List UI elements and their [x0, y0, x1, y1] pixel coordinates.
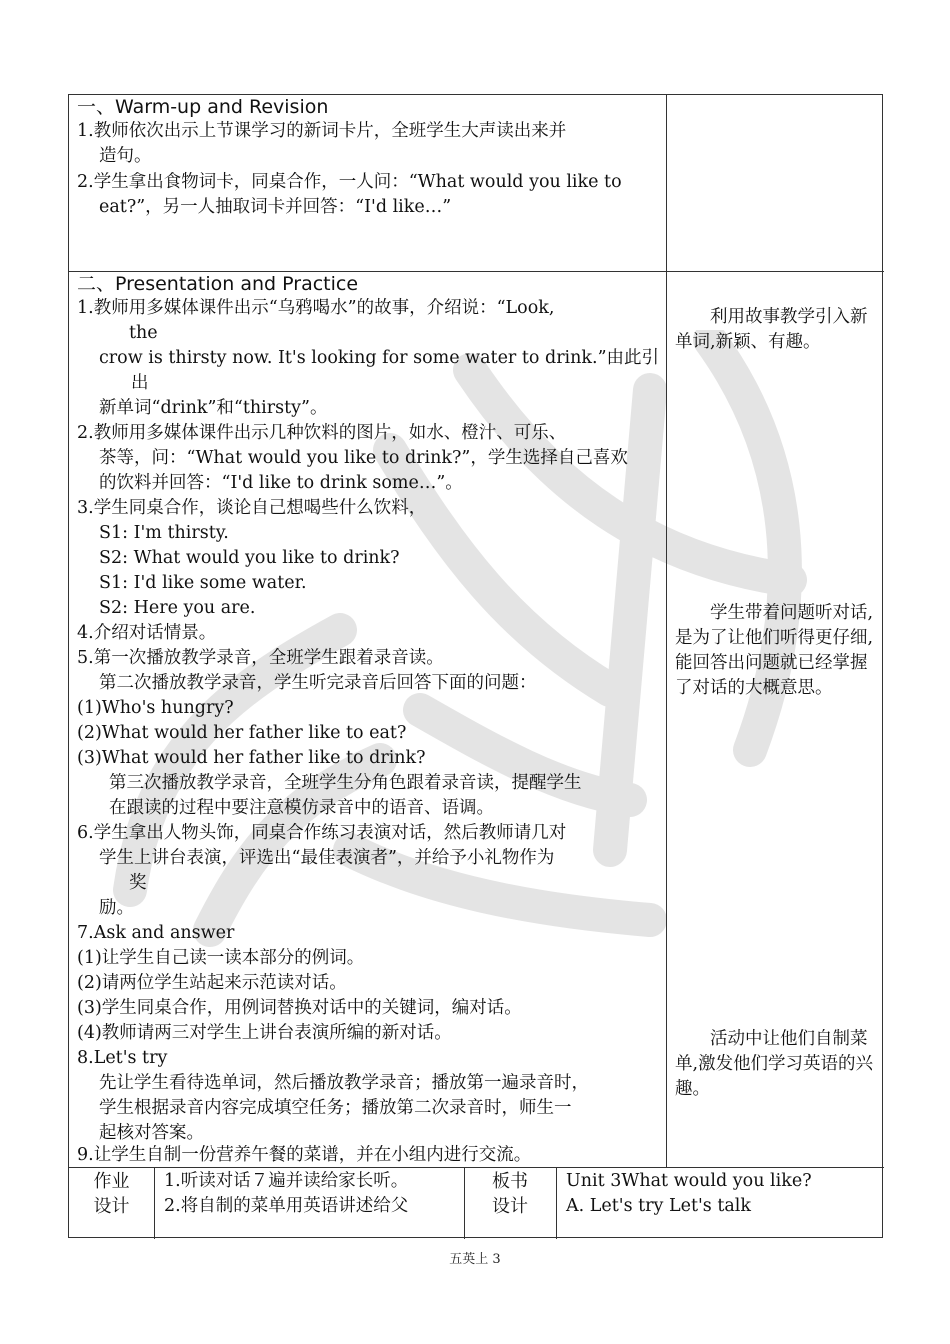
board-design-text: A. Let's try Let's talk — [566, 1196, 752, 1216]
presentation-line: (1)Who's hungry? — [77, 698, 234, 718]
presentation-line: 第二次播放教学录音，学生听完录音后回答下面的问题： — [99, 673, 537, 693]
presentation-line: 1.教师用多媒体课件出示“乌鸦喝水”的故事，介绍说：“Look, — [77, 298, 555, 318]
presentation-line: 9.让学生自制一份营养午餐的菜谱，并在小组内进行交流。 — [77, 1145, 532, 1165]
homework-item: 2.将自制的菜单用英语讲述给父 — [164, 1196, 409, 1216]
presentation-line: 的饮料并回答：“I'd like to drink some…”。 — [99, 473, 463, 493]
presentation-line: 在跟读的过程中要注意模仿录音中的语音、语调。 — [109, 798, 494, 818]
presentation-line: (3)学生同桌合作，用例词替换对话中的关键词，编对话。 — [77, 998, 522, 1018]
presentation-line: crow is thirsty now. It's looking for some water to drink.”由此引 — [99, 348, 660, 368]
lesson-plan-table — [68, 94, 883, 1238]
presentation-line: 新单词“drink”和“thirsty”。 — [99, 398, 328, 418]
board-design-text: Unit 3What would you like? — [566, 1171, 812, 1191]
presentation-line: 茶等，问：“What would you like to drink?”，学生选择自己喜欢 — [99, 448, 628, 468]
presentation-heading: 二、Presentation and Practice — [77, 273, 359, 295]
presentation-line: (1)让学生自己读一读本部分的例词。 — [77, 948, 365, 968]
page-footer: 五英上 3 — [449, 1252, 501, 1267]
teaching-note: 利用故事教学引入新单词,新颖、有趣。 — [675, 307, 868, 352]
homework-label: 设计 — [93, 1196, 130, 1217]
presentation-line: 6.学生拿出人物头饰，同桌合作练习表演对话，然后教师请几对 — [77, 823, 567, 843]
warmup-heading: 一、Warm-up and Revision — [77, 96, 329, 118]
presentation-line: 第三次播放教学录音，全班学生分角色跟着录音读，提醒学生 — [109, 773, 582, 793]
presentation-line: 4.介绍对话情景。 — [77, 623, 217, 643]
presentation-line: S1: I'd like some water. — [99, 573, 307, 593]
warmup-line: 2.学生拿出食物词卡，同桌合作，一人问：“What would you like to — [77, 172, 622, 192]
presentation-line: 3.学生同桌合作，谈论自己想喝些什么饮料， — [77, 498, 427, 518]
board-design-label: 设计 — [492, 1196, 528, 1217]
presentation-line: 先让学生看待选单词，然后播放教学录音；播放第一遍录音时， — [99, 1073, 589, 1093]
presentation-line: 起核对答案。 — [99, 1123, 204, 1143]
presentation-line: (2)What would her father like to eat? — [77, 723, 407, 743]
board-design-label: 板书 — [492, 1171, 528, 1192]
presentation-line: (3)What would her father like to drink? — [77, 748, 426, 768]
warmup-line: eat?”，另一人抽取词卡并回答：“I'd like…” — [99, 197, 452, 217]
presentation-line: S1: I'm thirsty. — [99, 523, 229, 543]
teaching-note: 活动中让他们自制菜单,激发他们学习英语的兴趣。 — [675, 1029, 874, 1099]
presentation-line: 出 — [131, 373, 149, 393]
presentation-line: 2.教师用多媒体课件出示几种饮料的图片，如水、橙汁、可乐、 — [77, 423, 567, 443]
presentation-line: 学生根据录音内容完成填空任务；播放第二次录音时，师生一 — [99, 1098, 572, 1118]
homework-item: 1.听读对话７遍并读给家长听。 — [164, 1171, 409, 1191]
presentation-line: 学生上讲台表演，评选出“最佳表演者”，并给予小礼物作为 — [99, 848, 555, 868]
warmup-line: 造句。 — [99, 146, 152, 166]
presentation-line: 5.第一次播放教学录音，全班学生跟着录音读。 — [77, 648, 444, 668]
presentation-line: S2: What would you like to drink? — [99, 548, 400, 568]
presentation-line: (4)教师请两三对学生上讲台表演所编的新对话。 — [77, 1023, 452, 1043]
presentation-line: 8.Let's try — [77, 1048, 168, 1068]
warmup-line: 1.教师依次出示上节课学习的新词卡片，全班学生大声读出来并 — [77, 121, 567, 141]
presentation-line: (2)请两位学生站起来示范读对话。 — [77, 973, 347, 993]
presentation-line: 7.Ask and answer — [77, 923, 235, 943]
presentation-line: 励。 — [99, 898, 134, 918]
presentation-line: 奖 — [129, 873, 147, 893]
homework-label: 作业 — [93, 1171, 130, 1192]
teaching-note: 学生带着问题听对话,是为了让他们听得更仔细,能回答出问题就已经掌握了对话的大概意思。 — [675, 603, 874, 698]
presentation-line: the — [129, 323, 158, 343]
presentation-line: S2: Here you are. — [99, 598, 256, 618]
